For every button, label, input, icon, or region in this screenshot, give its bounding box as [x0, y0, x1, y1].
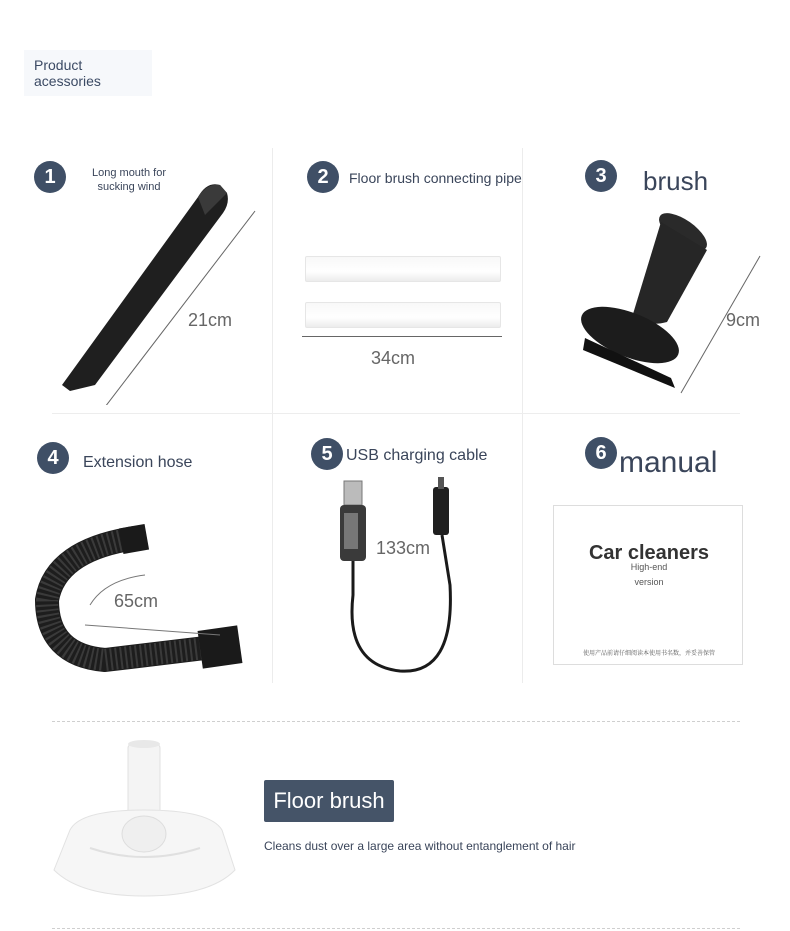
section-title: [24, 50, 152, 96]
usb-cable-image: [330, 475, 470, 685]
section-divider: [52, 721, 740, 722]
item-2-measure: 34cm: [371, 348, 416, 368]
item-6-badge: 6: [585, 437, 617, 469]
manual-footer: 使用产品前请仔细阅读本使用书名数，并妥善保管: [582, 651, 715, 657]
section-divider: [52, 928, 740, 929]
item-3-badge: 3: [585, 160, 617, 192]
floor-brush-title: Floor brush: [264, 780, 394, 822]
item-5-label: USB charging cable: [346, 447, 488, 464]
item-4-label: Extension hose: [83, 454, 193, 471]
item-2-label: Floor brush connecting pipe: [349, 170, 522, 186]
item-3-label: brush: [643, 166, 709, 196]
item-1-label: Long mouth for sucking wind: [92, 167, 166, 193]
item-1-badge: 1: [34, 161, 66, 193]
item-5-measure: 133cm: [376, 538, 431, 558]
grid-divider: [272, 148, 273, 683]
item-4-badge: 4: [37, 442, 69, 474]
item-2-badge: 2: [307, 161, 339, 193]
brush-image: [575, 210, 775, 400]
pipe-image: [305, 256, 501, 282]
item-5-badge: 5: [311, 438, 343, 470]
item-4-measure: 65cm: [114, 591, 159, 611]
manual-title: Car cleaners: [588, 542, 710, 564]
grid-divider: [52, 413, 740, 414]
manual-subtitle-2: version: [634, 577, 664, 587]
item-3-measure: 9cm: [726, 310, 761, 330]
manual-subtitle-1: High-end: [630, 562, 668, 572]
pipe-image: [305, 302, 501, 328]
grid-divider: [522, 148, 523, 683]
nozzle-image: [55, 175, 270, 405]
floor-brush-description: Cleans dust over a large area without entanglement of hair: [264, 839, 576, 853]
item-6-label: manual: [619, 446, 718, 479]
manual-card: [553, 505, 743, 665]
floor-brush-image: [50, 738, 240, 898]
item-1-measure: 21cm: [188, 310, 233, 330]
section-title-text: Product acessories: [34, 57, 101, 89]
item-2-dimension-line: [302, 336, 502, 337]
